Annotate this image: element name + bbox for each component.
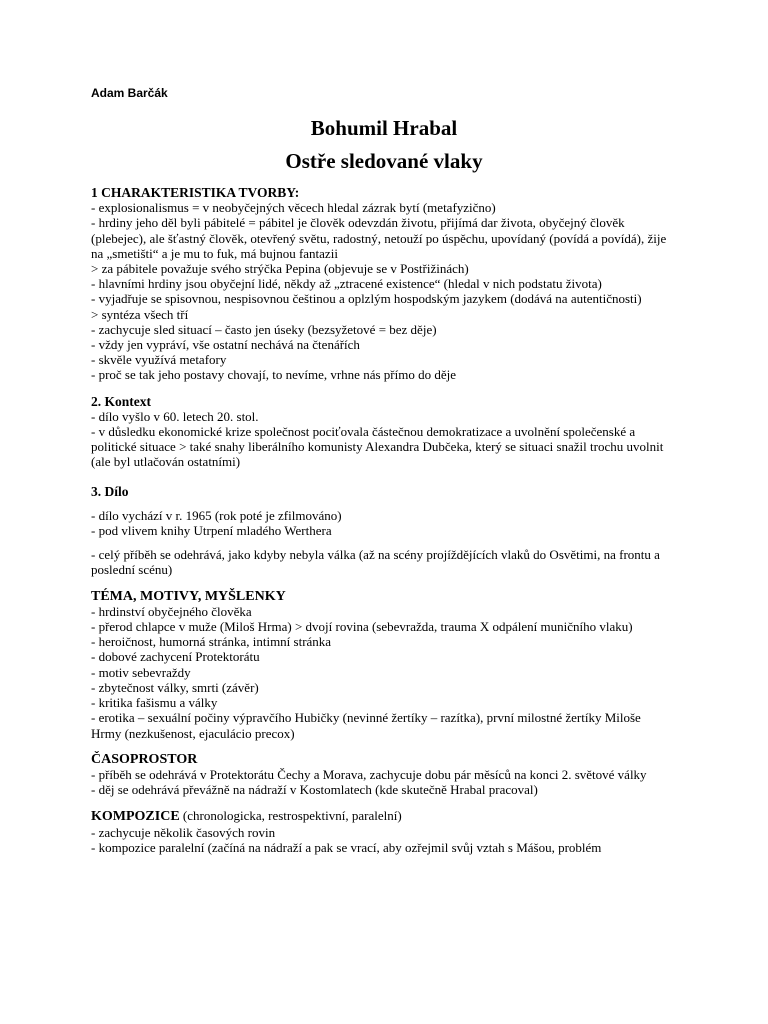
text-line: - proč se tak jeho postavy chovají, to nevíme, vrhne nás přímo do děje	[91, 367, 456, 383]
text-line: - v důsledku ekonomické krize společnost pociťovala částečnou demokratizace a uvolnění společenské a politické situace > také snahy liberálního komunisty Alexandra Dubčeka, který se situaci snažil trochu uvolnit (ale byl utlačován ostatními)	[91, 424, 664, 470]
text-line: - zachycuje sled situací – často jen úseky (bezsyžetové = bez děje)	[91, 321, 437, 337]
text-line: - skvěle využívá metafory	[91, 352, 227, 368]
section-heading-theme: TÉMA, MOTIVY, MYŠLENKY	[91, 588, 286, 604]
text-line: - vyjadřuje se spisovnou, nespisovnou češtinou a oplzlým hospodským jazykem (dodává na autentičnosti)	[91, 291, 642, 307]
text-line: - kritika fašismu a války	[91, 695, 218, 711]
text-line: - pod vlivem knihy Utrpení mladého Werthera	[91, 523, 332, 539]
document-title: Bohumil Hrabal	[310, 116, 458, 140]
text-line: - příběh se odehrává v Protektorátu Čechy a Morava, zachycuje dobu pár měsíců na konci 2. světové války	[91, 766, 647, 782]
author-name: Adam Barčák	[91, 86, 168, 100]
composition-heading-note: (chronologicka, restrospektivní, paralelní)	[179, 808, 402, 824]
text-line: - explosionalismus = v neobyčejných věcech hledal zázrak bytí (metafyzično)	[91, 200, 496, 216]
text-line: - zbytečnost války, smrti (závěr)	[91, 679, 259, 695]
section-heading-characteristics: 1 CHARAKTERISTIKA TVORBY:	[91, 185, 300, 200]
text-line: - heroičnost, humorná stránka, intimní stránka	[91, 634, 332, 650]
text-line: - hrdinství obyčejného člověka	[91, 603, 252, 619]
text-line: > syntéza všech tří	[91, 306, 189, 322]
text-line: - motiv sebevraždy	[91, 664, 191, 680]
text-line: - vždy jen vypráví, vše ostatní nechává na čtenářích	[91, 337, 360, 353]
section-heading-composition	[91, 808, 671, 824]
text-line: - dobové zachycení Protektorátu	[91, 649, 260, 665]
text-line: - celý příběh se odehrává, jako kdyby nebyla válka (až na scény projíždějících vlaků do Osvětimi, na frontu a poslední scénu)	[91, 547, 660, 578]
text-line: - kompozice paralelní (začíná na nádraží a pak se vrací, aby ozřejmil svůj vztah s Mášou, problém	[91, 839, 602, 855]
text-line: - dílo vyšlo v 60. letech 20. stol.	[91, 408, 259, 424]
section-heading-work: 3. Dílo	[91, 483, 129, 499]
composition-heading-text: KOMPOZICE	[91, 809, 180, 825]
text-line: - hrdiny jeho děl byli pábitelé = pábitel je člověk odevzdán životu, přijímá dar života, obyčejný člověk (plebejec), ale šťastný člověk, otevřený světu, radostný, netouží po úspěchu, upovídaný (povídá a povídá), žije na „smetišti“ a je mu to fuk, má bujnou fantazii	[91, 215, 667, 261]
text-line: - hlavními hrdiny jsou obyčejní lidé, někdy až „ztracené existence“ (hledal v nich podstatu života)	[91, 276, 602, 292]
text-line: - děj se odehrává převážně na nádraží v Kostomlatech (kde skutečně Hrabal pracoval)	[91, 782, 538, 798]
document-subtitle: Ostře sledované vlaky	[285, 149, 483, 173]
text-line: > za pábitele považuje svého strýčka Pepina (objevuje se v Postřižinách)	[91, 261, 469, 277]
text-line: - přerod chlapce v muže (Miloš Hrma) > dvojí rovina (sebevražda, trauma X odpálení muničního vlaku)	[91, 619, 633, 635]
section-heading-context: 2. Kontext	[91, 393, 151, 409]
text-line: - dílo vychází v r. 1965 (rok poté je zfilmováno)	[91, 507, 342, 523]
document-body	[91, 185, 671, 855]
section-heading-time-space: ČASOPROSTOR	[91, 751, 198, 767]
text-line: - zachycuje několik časových rovin	[91, 824, 276, 840]
text-line: - erotika – sexuální počiny výpravčího Hubičky (nevinné žertíky – razítka), první milostné žertíky Miloše Hrmy (nezkušenost, ejaculácio precox)	[91, 710, 641, 741]
